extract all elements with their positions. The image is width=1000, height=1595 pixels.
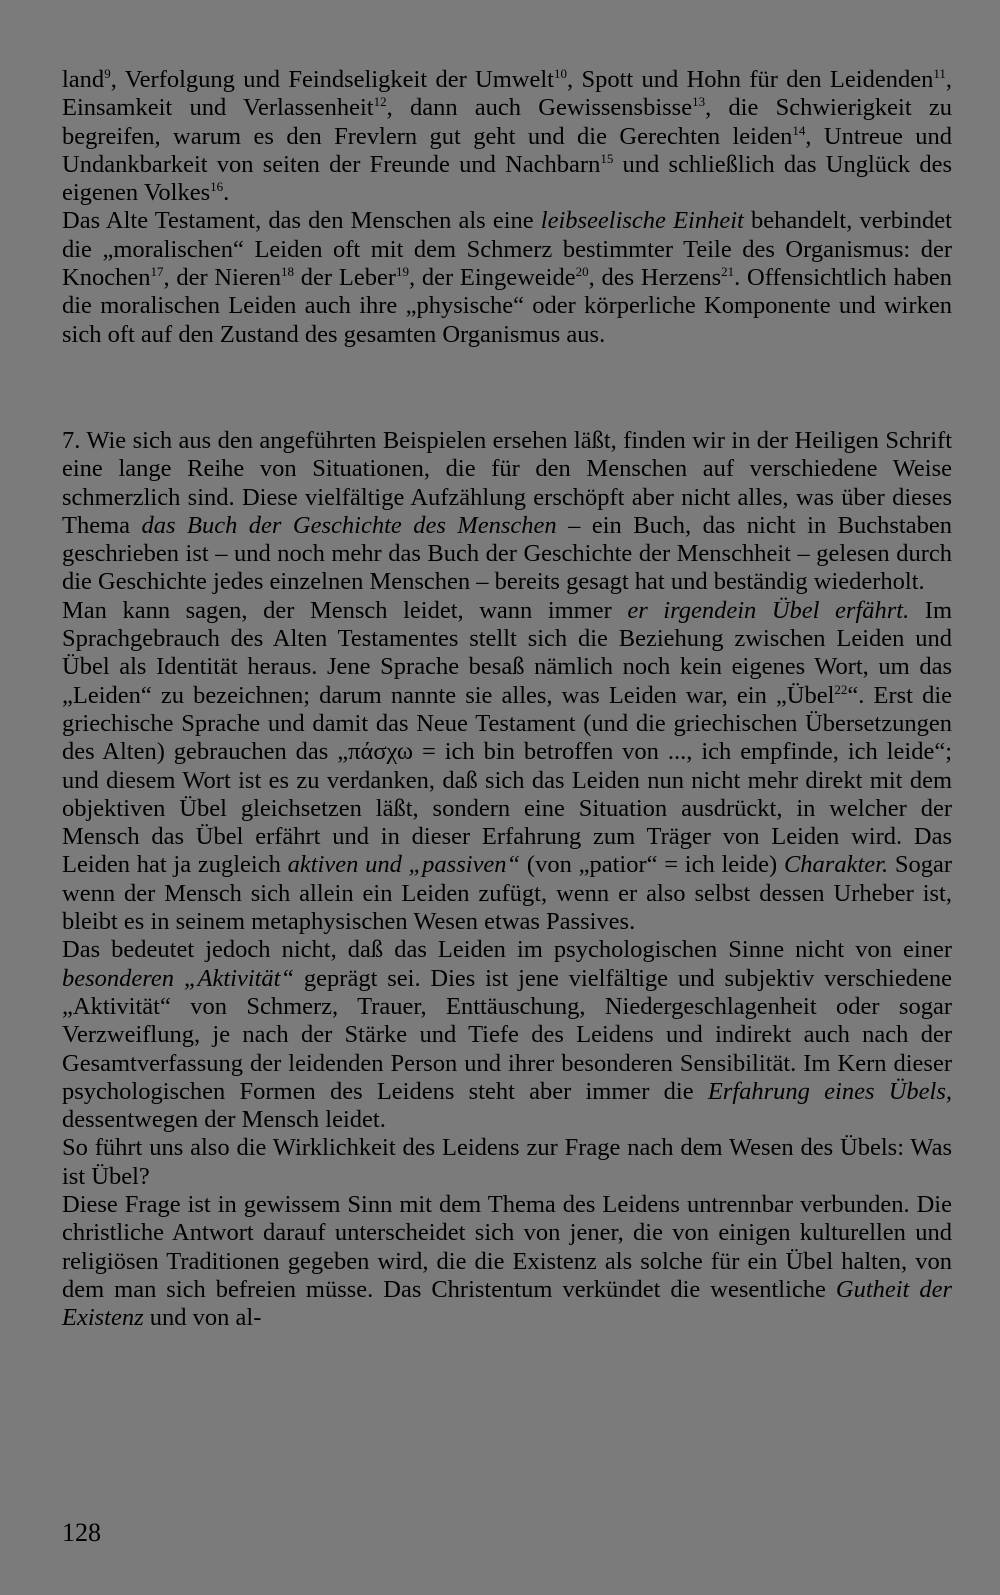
text-run: , Einsamkeit und Verlassenheit [62, 66, 952, 122]
emphasis: er irgendein Übel erfährt. [627, 596, 910, 624]
text-section-continuation [62, 66, 952, 349]
emphasis: Charakter. [783, 851, 889, 879]
text-run: , der Eingeweide [408, 264, 576, 292]
footnote-ref: 22 [834, 681, 848, 697]
text-run: geprägt sei. Dies ist jene vielfältige und subjektiv verschiedene „Aktivität“ von Schmerz, Trauer, Enttäuschung, Niedergeschlagenheit oder sogar Verzweiflung, je nach der Stärke und Tiefe des Leidens und indirekt auch nach der Gesamtverfassung der leidenden Person und ihrer besonderen Sensibilität. Im Kern dieser psychologischen Formen des Leidens steht aber immer die [62, 964, 952, 1105]
text-run: . [223, 179, 230, 207]
text-run: , Spott und Hohn für den Leidenden [567, 66, 934, 93]
text-run: 7. Wie sich aus den angeführten Beispielen ersehen läßt, finden wir in der Heiligen Schrift eine lange Reihe von Situationen, die für den Menschen auf verschiedene Weise schmerzlich sind. Diese vielfältige Aufzählung erschöpft aber nicht alles, was über dieses Thema [62, 427, 952, 539]
paragraph [62, 597, 952, 937]
text-run: “. Erst die griechische Sprache und damit das Neue Testament (und die griechischen Übersetzungen des Alten) gebrauchen das „πάσχω = ich bin betroffen von ..., ich empfinde, ich leide“; und diesem Wort ist es zu verdanken, daß sich das Leiden nun nicht mehr direkt mit dem objektiven Übel gleichsetzen läßt, sondern eine Situation ausdrückt, in welcher der Mensch das Übel erfährt und in dieser Erfahrung zum Träger von Leiden wird. Das Leiden hat ja zugleich [62, 681, 952, 879]
paragraph [62, 66, 952, 207]
text-run: Man kann sagen, der Mensch leidet, wann immer [62, 596, 628, 624]
paragraph [62, 936, 952, 1134]
emphasis: das Buch der Geschichte des Menschen [141, 511, 557, 539]
footnote-ref: 18 [281, 264, 295, 280]
text-run: , der Nieren [163, 264, 282, 292]
footnote-ref: 16 [210, 179, 224, 195]
text-run: und von al- [143, 1304, 262, 1332]
paragraph [62, 1134, 952, 1191]
footnote-ref: 21 [721, 264, 735, 280]
paragraph [62, 1191, 952, 1332]
footnote-ref: 15 [600, 150, 614, 166]
footnote-ref: 9 [104, 66, 111, 81]
text-run: , die Schwierigkeit zu begreifen, warum es den Frevlern gut geht und die Gerechten leiden [62, 94, 953, 150]
footnote-ref: 17 [150, 264, 164, 280]
text-run: , Verfolgung und Feindseligkeit der Umwelt [110, 66, 554, 93]
page-number: 128 [62, 1518, 101, 1547]
text-run: So führt uns also die Wirklichkeit des Leidens zur Frage nach dem Wesen des Übels: Was ist Übel? [62, 1134, 952, 1190]
footnote-ref: 13 [692, 94, 706, 110]
text-run: der Leber [294, 264, 396, 292]
footnote-ref: 12 [373, 94, 387, 110]
text-run: , dann auch Gewissensbisse [386, 94, 693, 122]
footnote-ref: 10 [554, 66, 567, 81]
text-run: Das bedeutet jedoch nicht, daß das Leiden im psychologischen Sinne nicht von einer [62, 936, 952, 964]
footnote-ref: 14 [792, 122, 806, 138]
emphasis: aktiven und „passiven“ [287, 851, 521, 879]
emphasis: leibseelische Einheit [540, 207, 744, 235]
text-run: (von „patior“ = ich leide) [520, 851, 784, 879]
text-run: behandelt, verbindet die „moralischen“ Leiden oft mit dem Schmerz bestimmter Teile des Organismus: der Knochen [62, 207, 952, 292]
footnote-ref: 19 [395, 264, 409, 280]
text-run: . Offensichtlich haben die moralischen Leiden auch ihre „physische“ oder körperliche Komponente und wirken sich oft auf den Zustand des gesamten Organismus aus. [62, 264, 953, 348]
text-run: und schließlich das Unglück des eigenen Volkes [62, 150, 953, 207]
text-run: land [62, 66, 105, 93]
emphasis: Erfahrung eines Übels, [707, 1077, 952, 1105]
footnote-ref: 11 [933, 66, 946, 81]
footnote-ref: 20 [575, 264, 589, 280]
text-run: – ein Buch, das nicht in Buchstaben geschrieben ist – und noch mehr das Buch der Geschichte der Menschheit – gelesen durch die Geschichte jedes einzelnen Menschen – bereits gesagt hat und beständig wiederholt. [62, 511, 952, 596]
text-run: Im Sprachgebrauch des Alten Testamentes stellt sich die Beziehung zwischen Leiden und Übel als Identität heraus. Jene Sprache besaß nämlich noch kein eigenes Wort, um das „Leiden“ zu bezeichnen; darum nannte sie alles, was Leiden war, ein „Übel [62, 596, 953, 709]
paragraph [62, 207, 952, 348]
text-run: , des Herzens [588, 264, 722, 292]
text-run: Das Alte Testament, das den Menschen als eine [62, 207, 541, 235]
text-run: , Untreue und Undankbarkeit von seiten der Freunde und Nachbarn [62, 122, 952, 178]
text-run: dessentwegen der Mensch leidet. [62, 1106, 386, 1134]
paragraph [62, 427, 952, 597]
text-run: Sogar wenn der Mensch sich allein ein Leiden zufügt, wenn er also selbst dessen Urheber ist, bleibt es in seinem metaphysischen Wesen etwas Passives. [62, 851, 952, 936]
text-run: Diese Frage ist in gewissem Sinn mit dem Thema des Leidens untrennbar verbunden. Die christliche Antwort darauf unterscheidet sich von jener, die von einigen kulturellen und religiösen Traditionen gegeben wird, die die Existenz als solche für ein Übel halten, von dem man sich befreien müsse. Das Christentum verkündet die wesentliche [62, 1191, 952, 1303]
text-section-7 [62, 427, 952, 1333]
emphasis: Gutheit der Existenz [62, 1275, 952, 1332]
emphasis: besonderen „Aktivität“ [62, 964, 295, 992]
